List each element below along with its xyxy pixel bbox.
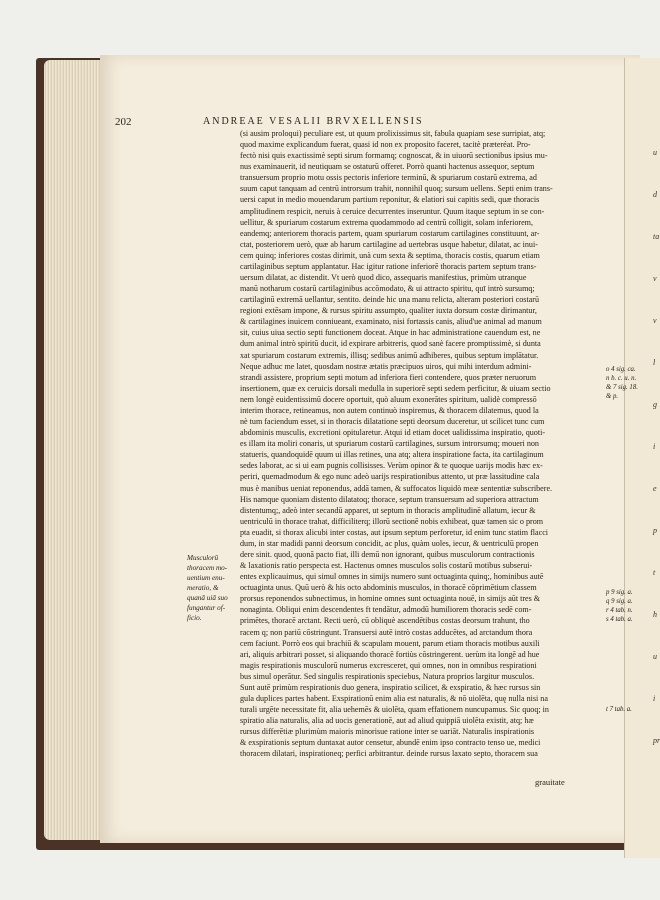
text-line: pta euadit, si thorax alicubi inter costas, aut ipsum septum perforetur, id enim tunc statim flacci [240, 527, 549, 537]
text-line: racem q; non pariū cōstringunt. Transuersi autē intrò costas adducētes, ad arctandum thora [240, 627, 533, 637]
text-line: & cartilagines inuicem conniueant, examinato, nisi fortassis canis, aliud'ue animal ad manum [240, 317, 542, 327]
text-line: octuaginta unus. Quū uerò & his octo abdominis musculos, in thoracē cōprimētium classem [240, 583, 537, 593]
sidenote-line: & 7 sig. 18. [606, 384, 638, 391]
sidenote-line: fungantur of- [187, 604, 226, 612]
right-page-fragment: pr [653, 736, 660, 745]
text-line: cartilaginibus septum applantatur. Hac igitur ratione inferiorē thoracis partem septum trans- [240, 261, 537, 271]
sidenote-line: meratio, & [187, 584, 219, 592]
text-line: uersum dilatat, ac distendit. Vt uerò quod dico, assequaris manifestius, primùm utranque [240, 273, 527, 283]
right-page-fragment: ta [653, 232, 660, 241]
text-line: uellitur, & spuriarum costarum extrema quodammodo ad centrū colligit, solam inferiorem, [240, 217, 533, 227]
text-line: ari, aliquis arbitrari posset, si aliquando thoracē fortiùs cōstringerent. uerùm ita longē ad hue [240, 649, 540, 659]
text-line: mus è manibus ueniat reponendus, addā tamen, & suffocatos liquidò meæ sententiæ subscribere. [240, 483, 553, 493]
text-line: nè tum faciendum esset, si in thoracis dilatatione septi deorsum duceretur, ut scilicet tunc cum [240, 417, 545, 427]
text-line: nonaginta. Obliqui enim descendentes ft tendātur, admodū humiliorem thoracis sedē com- [240, 605, 532, 615]
text-line: abdominis musculis, excretioni opitularetur. Atqui id etiam docet ualidissima inspiratio, quoti- [240, 428, 546, 438]
text-line: cartilaginū extremā uellantur, sentito. deinde hic una manu relicta, alteram posteriori costarū [240, 295, 540, 305]
text-line: manū notharum costarū cartilaginibus accōmodato, & ui attracto spiritu, quī intrò sursumq; [240, 284, 535, 294]
text-line: entes explicauimus, qui simul omnes in simijs numero sunt octuaginta quinq;, hominibus autē [240, 572, 544, 582]
text-line: primētes, thoracē arctant. Recti uerò, cū obliquè ascendētibus costas deorsum trahunt, tho [240, 616, 530, 626]
text-line: sedes laborat, ac si ui eam pugnis collisisses. Verùm opinor & te quoque uarijs modis hæc ex- [240, 461, 543, 471]
sidenote-right-2 [606, 588, 633, 624]
text-line: quod maxime explicandum fuerat, quasi id non ex proposito faceret, tacitè præteréat. Pro- [240, 140, 531, 150]
right-page-fragment: g [653, 400, 657, 409]
text-line: cem quinq; inferiores costas dirimit, unà cum sexta & septima, thoracis costis, quarum etiam [240, 250, 540, 260]
right-page-fragment: p [653, 526, 657, 535]
text-line: & laxationis ratio perspecta est. Hactenus omnes musculos solis costarū motibus subserui- [240, 561, 533, 571]
text-line: bus simul operātur. Sed singulis respirationis speciebus, Natura proprios largitur musculos. [240, 671, 535, 681]
text-line: distentumq;, adeò inter secandū apparet, ut septum in thoracis amplitudinē allatum, iecur & [240, 505, 536, 515]
text-line: thoracem dilatari, inspirationeq; perfici arbitrantur. deinde rursus laxato septo, thoracem sua [240, 749, 538, 759]
right-page-fragment: v [653, 316, 657, 325]
right-page-fragment: v [653, 274, 657, 283]
body-text [240, 128, 605, 759]
text-line: suum caput tanquam ad centrū introrsum trahit, nonnihil quoq; sursum uellens. Septi enim trans- [240, 184, 553, 194]
text-line: nem longè euidentissimū docere oportuit, quò aluum exonerātes spiritum, ualidè compressō [240, 394, 537, 404]
sidenote-left [187, 553, 243, 623]
text-line: cem faciunt. Porrò eos qui brachiū & scapulam mouent, parum etiam thoracis motibus auxili [240, 638, 540, 648]
right-page-strip [624, 58, 660, 858]
sidenote-line: ficio. [187, 614, 202, 622]
text-line: dere sinit. quod, quonā pacto fiat, illi demū non ignorant, quibus musculorum contractionis [240, 549, 535, 559]
text-line: uersi caput in medio mouendarum partium reponitur, & elatiori sui capitis sedi, quæ thoracis [240, 195, 540, 205]
sidenote-line: thoracem mo- [187, 564, 228, 572]
sidenote-line: n b. c. u. n. [606, 375, 637, 382]
text-line: xat spuriarum costarum extremis, illisq; sedibus animū adhiberes, quibus septum implātatur. [240, 350, 539, 360]
right-page-fragment: h [653, 610, 657, 619]
text-line: gula duplices partes habent. Exspirationū enim alia est naturalis, & nō uiolēta, quę nulla nisi na [240, 693, 548, 703]
text-line: statueris, quandoquidē quum ui illas retines, una atq; altera inspiratione facta, ita cartilaginum [240, 450, 544, 460]
sidenote-line: quanā uiā suo [187, 594, 228, 602]
page-number: 202 [115, 116, 132, 128]
sidenote-line: r 4 tab. n. [606, 607, 633, 614]
text-line: dum animal intrò spiritū ducit, id expirare arbitreris, quod sanè facere promptissimè, si dunta [240, 339, 541, 349]
text-line: periri, quemadmodum & ego nunc adeò uarijs respirationibus attento, ut præ lassitudine cala [240, 472, 540, 482]
text-line: fectò nisi quis exactissimè septi sirum formamq; cognoscat, & in uiuorū sectionibus ipsius mu- [240, 151, 548, 161]
text-line: (si ausim proloqui) peculiare est, ut quum prolixissimus sit, fabula quapiam sese surripiat, atq; [240, 129, 546, 138]
text-line: strandi assistere, proprium septi motum ad inferiora fieri contendere, quos præter neruorum [240, 372, 537, 382]
sidenote-line: & p. [606, 393, 619, 400]
sidenote-line: q 9 sig. a. [606, 598, 633, 605]
running-head: ANDREAE VESALII BRVXELLENSIS [203, 116, 424, 127]
text-line: amplitudinem respicit, neruis à ceruice decurrentes inseruntur. Quum itaque septum in se con- [240, 206, 545, 216]
text-line: dum, in star madidi panni deorsum concidit, ac plus, quàm uoles, iecur, & uentriculū propen [240, 538, 539, 548]
sidenote-line: p 9 sig. a. [606, 589, 633, 596]
text-line: ctat, posteriorem uerò, quæ ab harum cartilagine ad uertebras usque habetur, dilatat, ac inui- [240, 239, 538, 249]
text-line: His namque quoniam distento dilatatoq; thorace, septum transuersum ad superiora attractum [240, 494, 539, 504]
right-page-fragment: l [653, 358, 656, 367]
text-line: Neque adhuc me latet, quosdam nostræ ætatis præcipuos uiros, qui mihi interdum admini- [240, 361, 532, 371]
right-page-fragment: e [653, 484, 657, 493]
text-line: interim thorace, retineamus, non autem continuò inspiremus, & thoracem dilatemus, quod la [240, 405, 539, 415]
sidenote-right-3 [606, 705, 632, 714]
text-line: rursus differētiæ plurimùm maioris minorisue ratione inter se uariāt. Naturalis inspirationis [240, 727, 535, 737]
catchword: grauitate [535, 777, 565, 787]
sidenote-line: t 7 tab. a. [606, 706, 632, 713]
text-line: & exspirationis septum duntaxat autor censetur, abundē enim ipso contracto tenso ue, medici [240, 738, 541, 748]
text-line: magis respirationis musculorū numerus excresceret, qui omnes, non in omnibus respirationi [240, 660, 537, 670]
right-page-fragment: d [653, 190, 657, 199]
sidenote-line: Musculorū [187, 554, 219, 562]
text-line: sit, cuius uiua sectio septi functionem doceat. Atque in hac administratione cauendum est, ne [240, 328, 541, 338]
text-line: uentriculū in thorace trahat, difficiliterq; illorū sectionē nobis exhibeat, quæ tamen sic o prom [240, 516, 544, 526]
right-page-fragment: t [653, 568, 656, 577]
right-page-fragment: u [653, 652, 657, 661]
text-line: insertionem, quæ ex ceruicis dorsali medulla in superiorē septi sedem perficitur, & uiuam sectio [240, 383, 551, 393]
text-line: nus examinauerit, id neutiquam se ostaturū offeret. Porrò quanti hactenus assequor, septum [240, 162, 535, 172]
text-line: transuersum proprio motu ossis pectoris inferiore terminū, & spuriarum costarū extrema, ad [240, 173, 537, 183]
right-page-fragment: i [653, 442, 656, 451]
sidenote-right-1 [606, 365, 638, 401]
text-line: prorsus reponendos subnectimus, in homine omnes sunt octuaginta nouē, in simijs aūt tres & [240, 594, 541, 604]
right-page-fragment: u [653, 148, 657, 157]
right-page-fragment: i [653, 694, 656, 703]
text-line: es illam ita moliri conaris, ut spuriarum costarū cartilagines, sursum introrsumq; moueri non [240, 439, 539, 449]
text-line: Sunt autē primùm respirationis duo genera, inspiratio scilicet, & exspiratio, & hæc rursus sin [240, 682, 541, 692]
sidenote-line: uentium enu- [187, 574, 225, 582]
sidenote-line: o 4 sig. ca. [606, 366, 636, 373]
text-line: turali urgēte necessitate fit, alia uehemēs & uiolēta, quam effationem nuncupamus. Sic quoq; in [240, 705, 549, 715]
text-line: spiratio alia naturalis, alia ad uocis generationē, aut ad aliud quippiā uiolēta existit, atq; hæ [240, 716, 534, 726]
text-line: eandemq; anteriorem thoracis partem, quam spuriarum costarum cartilagines constituunt, ar- [240, 228, 540, 238]
text-line: regioni extēsam impone, & rursus spiritu assumpto, qualiter iuxta dorsum costæ dirimantur, [240, 306, 537, 316]
sidenote-line: s 4 tab. a. [606, 616, 633, 623]
